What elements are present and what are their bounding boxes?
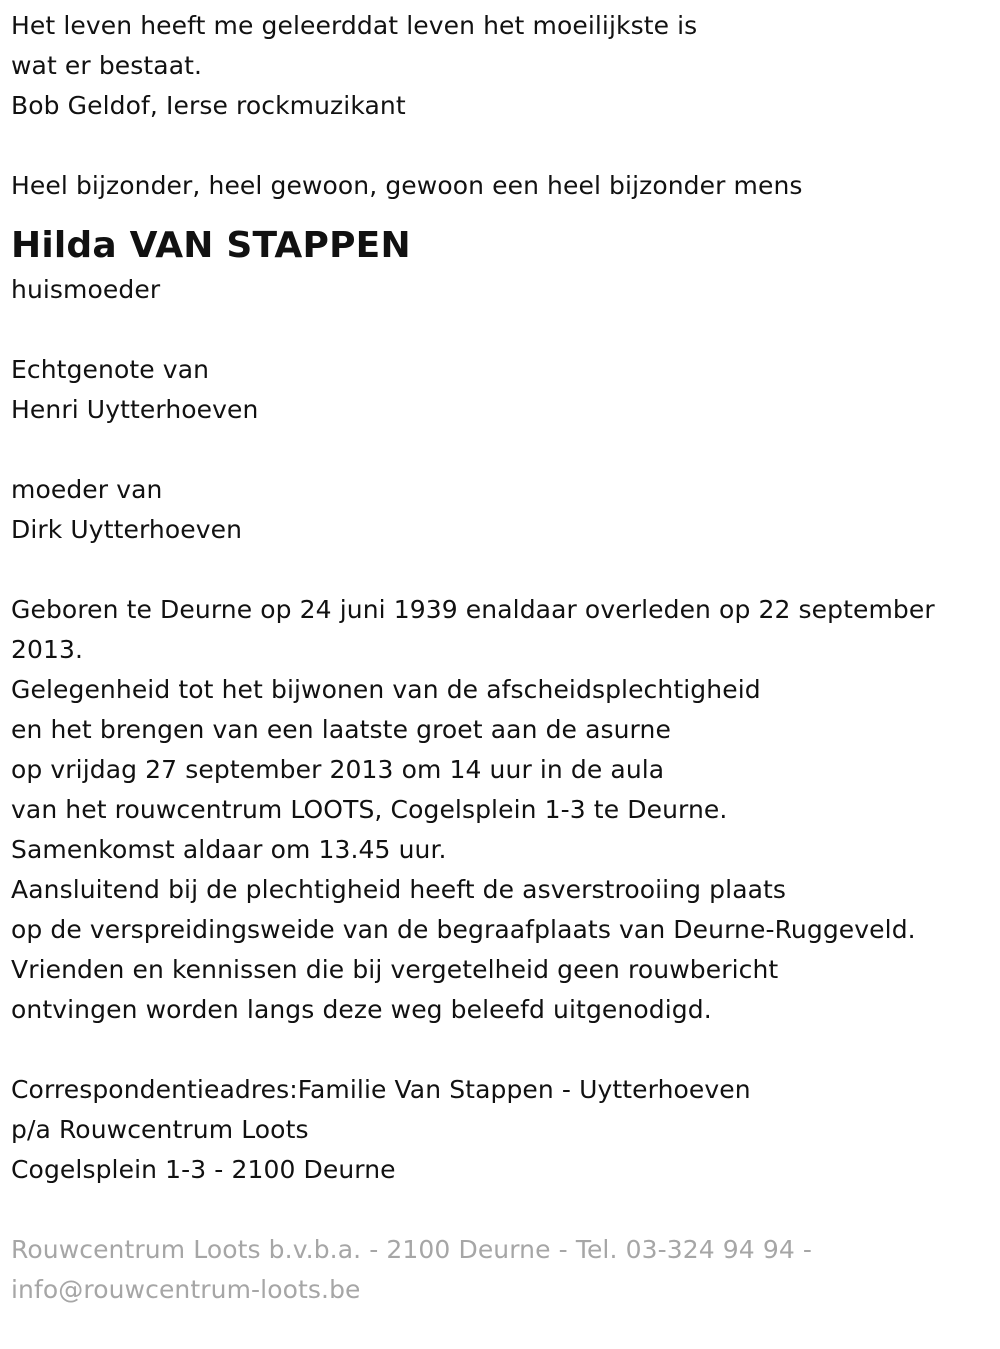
tagline: Heel bijzonder, heel gewoon, gewoon een heel bijzonder mens — [11, 171, 803, 200]
announcement-block — [11, 590, 990, 1030]
footer — [11, 1230, 990, 1310]
footer-email: info@rouwcentrum-loots.be — [11, 1275, 361, 1304]
announcement-line: van het rouwcentrum LOOTS, Cogelsplein 1-3 te Deurne. — [11, 795, 728, 824]
announcement-line: 2013. — [11, 635, 84, 664]
quote-block — [11, 6, 990, 126]
announcement-line: en het brengen van een laatste groet aan de asurne — [11, 715, 671, 744]
spacer — [11, 206, 990, 220]
announcement-line: Vrienden en kennissen die bij vergetelheid geen rouwbericht — [11, 955, 779, 984]
child-label: moeder van — [11, 475, 163, 504]
quote-line-1: Het leven heeft me geleerddat leven het moeilijkste is — [11, 11, 698, 40]
spacer — [11, 550, 990, 590]
announcement-line: ontvingen worden langs deze weg beleefd uitgenodigd. — [11, 995, 712, 1024]
correspondence-line: p/a Rouwcentrum Loots — [11, 1115, 309, 1144]
quote-author: Bob Geldof, Ierse rockmuzikant — [11, 91, 406, 120]
announcement-line: Geboren te Deurne op 24 juni 1939 enaldaar overleden op 22 september — [11, 595, 935, 624]
spouse-block — [11, 350, 990, 430]
correspondence-line: Cogelsplein 1-3 - 2100 Deurne — [11, 1155, 396, 1184]
child-name: Dirk Uytterhoeven — [11, 515, 243, 544]
spouse-name: Henri Uytterhoeven — [11, 395, 259, 424]
child-block — [11, 470, 990, 550]
quote-line-2: wat er bestaat. — [11, 51, 203, 80]
announcement-line: op vrijdag 27 september 2013 om 14 uur in de aula — [11, 755, 665, 784]
announcement-line: op de verspreidingsweide van de begraafplaats van Deurne-Ruggeveld. — [11, 915, 916, 944]
announcement-line: Gelegenheid tot het bijwonen van de afscheidsplechtigheid — [11, 675, 761, 704]
announcement-line: Aansluitend bij de plechtigheid heeft de asverstrooiing plaats — [11, 875, 787, 904]
correspondence-line: Correspondentieadres:Familie Van Stappen - Uytterhoeven — [11, 1075, 751, 1104]
spacer — [11, 310, 990, 350]
spacer — [11, 126, 990, 166]
correspondence-block — [11, 1070, 990, 1190]
spacer — [11, 1190, 990, 1230]
deceased-occupation: huismoeder — [11, 275, 161, 304]
spouse-label: Echtgenote van — [11, 355, 210, 384]
spacer — [11, 1030, 990, 1070]
announcement-line: Samenkomst aldaar om 13.45 uur. — [11, 835, 447, 864]
spacer — [11, 430, 990, 470]
footer-line-1: Rouwcentrum Loots b.v.b.a. - 2100 Deurne - Tel. 03-324 94 94 - — [11, 1235, 812, 1264]
deceased-name: Hilda VAN STAPPEN — [11, 225, 411, 266]
